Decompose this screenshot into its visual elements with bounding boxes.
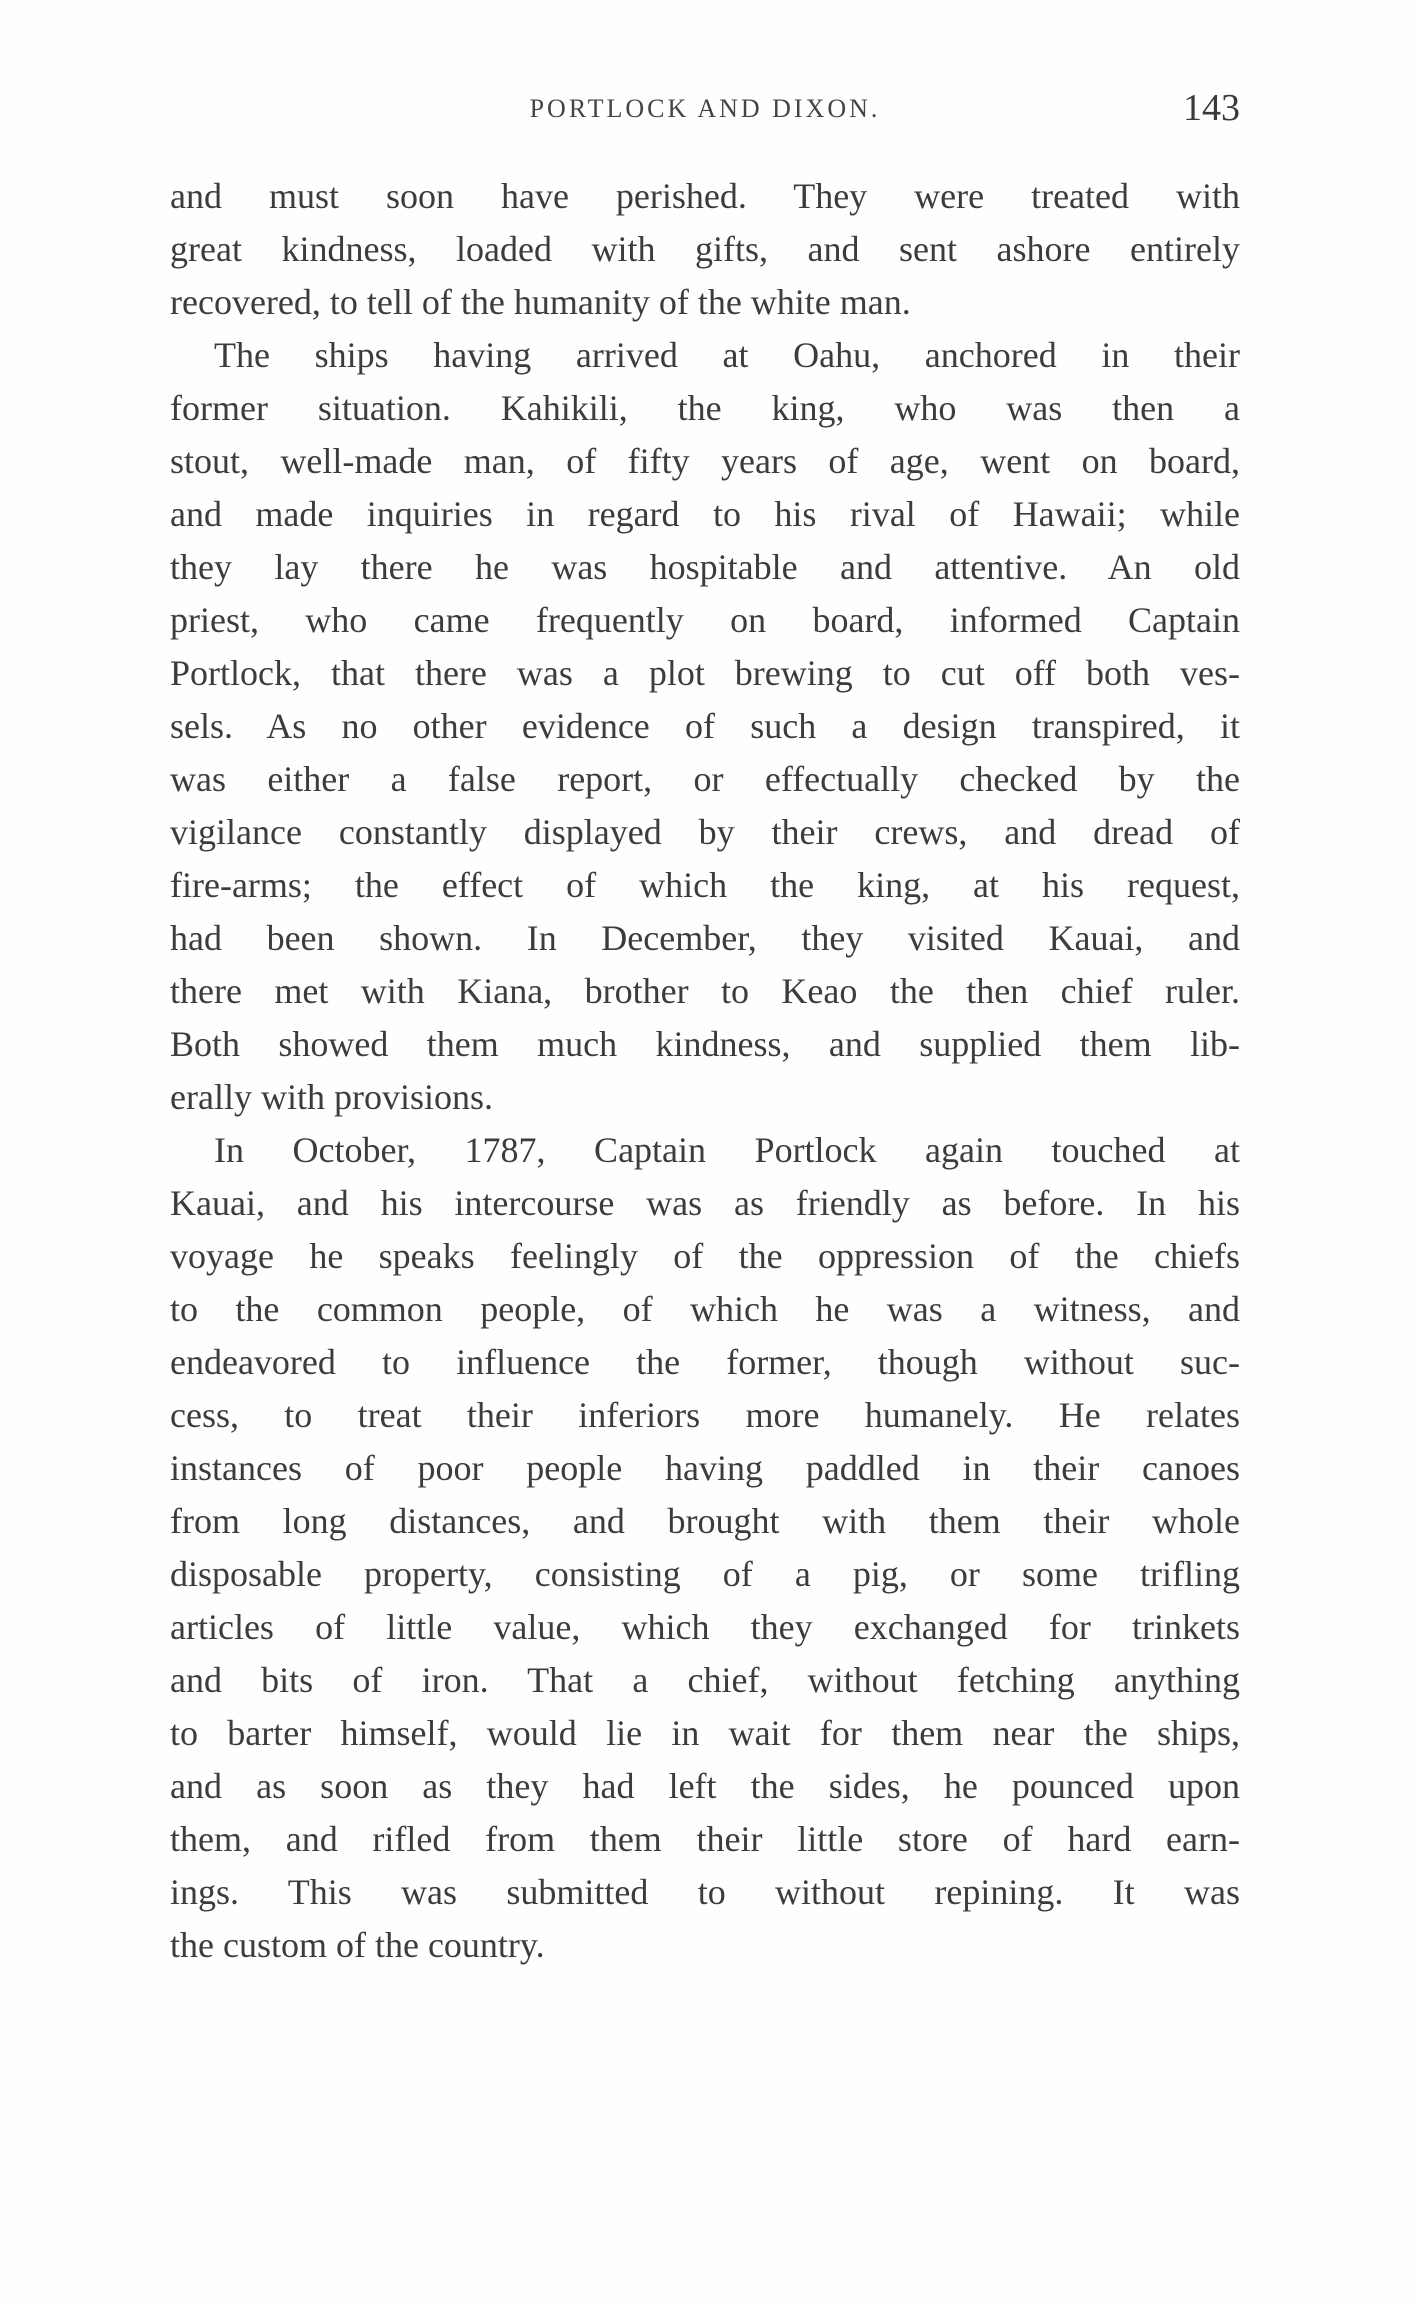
text-line: they lay there he was hospitable and attentive. An old [170, 547, 1240, 587]
text-line: ings. This was submitted to without repining. It was [170, 1872, 1240, 1912]
text-line: to barter himself, would lie in wait for them near the ships, [170, 1713, 1240, 1753]
text-line: In October, 1787, Captain Portlock again touched at [214, 1130, 1240, 1170]
text-line: endeavored to influence the former, though without suc- [170, 1342, 1240, 1382]
text-line: Kauai, and his intercourse was as friendly as before. In his [170, 1183, 1240, 1223]
text-line: articles of little value, which they exchanged for trinkets [170, 1607, 1240, 1647]
text-line: instances of poor people having paddled in their canoes [170, 1448, 1240, 1488]
text-line: The ships having arrived at Oahu, anchored in their [214, 335, 1240, 375]
text-line: sels. As no other evidence of such a design transpired, it [170, 706, 1240, 746]
text-line: Both showed them much kindness, and supplied them lib- [170, 1024, 1240, 1064]
text-line: disposable property, consisting of a pig, or some trifling [170, 1554, 1240, 1594]
text-line: great kindness, loaded with gifts, and sent ashore entirely [170, 229, 1240, 269]
text-line: had been shown. In December, they visited Kauai, and [170, 918, 1240, 958]
running-title: PORTLOCK AND DIXON. [529, 94, 881, 123]
paragraph [170, 329, 1240, 1124]
text-line: and made inquiries in regard to his rival of Hawaii; while [170, 494, 1240, 534]
text-line: fire-arms; the effect of which the king, at his request, [170, 865, 1240, 905]
text-line: stout, well-made man, of fifty years of age, went on board, [170, 441, 1240, 481]
text-line: from long distances, and brought with them their whole [170, 1501, 1240, 1541]
text-line: was either a false report, or effectually checked by the [170, 759, 1240, 799]
text-line: voyage he speaks feelingly of the oppression of the chiefs [170, 1236, 1240, 1276]
paragraph [170, 1124, 1240, 1972]
text-line: Portlock, that there was a plot brewing to cut off both ves- [170, 653, 1240, 693]
text-line: the custom of the country. [170, 1925, 545, 1965]
text-line: and bits of iron. That a chief, without fetching anything [170, 1660, 1240, 1700]
text-line: there met with Kiana, brother to Keao the then chief ruler. [170, 971, 1240, 1011]
text-line: erally with provisions. [170, 1077, 493, 1117]
body-text [170, 170, 1240, 1972]
text-line: them, and rifled from them their little store of hard earn- [170, 1819, 1240, 1859]
text-line: priest, who came frequently on board, informed Captain [170, 600, 1240, 640]
text-line: vigilance constantly displayed by their crews, and dread of [170, 812, 1240, 852]
text-line: and must soon have perished. They were treated with [170, 176, 1240, 216]
running-header [170, 86, 1240, 136]
text-line: and as soon as they had left the sides, he pounced upon [170, 1766, 1240, 1806]
text-line: former situation. Kahikili, the king, who was then a [170, 388, 1240, 428]
text-line: recovered, to tell of the humanity of the white man. [170, 282, 911, 322]
paragraph [170, 170, 1240, 329]
page-number: 143 [1183, 87, 1240, 129]
text-line: to the common people, of which he was a witness, and [170, 1289, 1240, 1329]
text-line: cess, to treat their inferiors more humanely. He relates [170, 1395, 1240, 1435]
